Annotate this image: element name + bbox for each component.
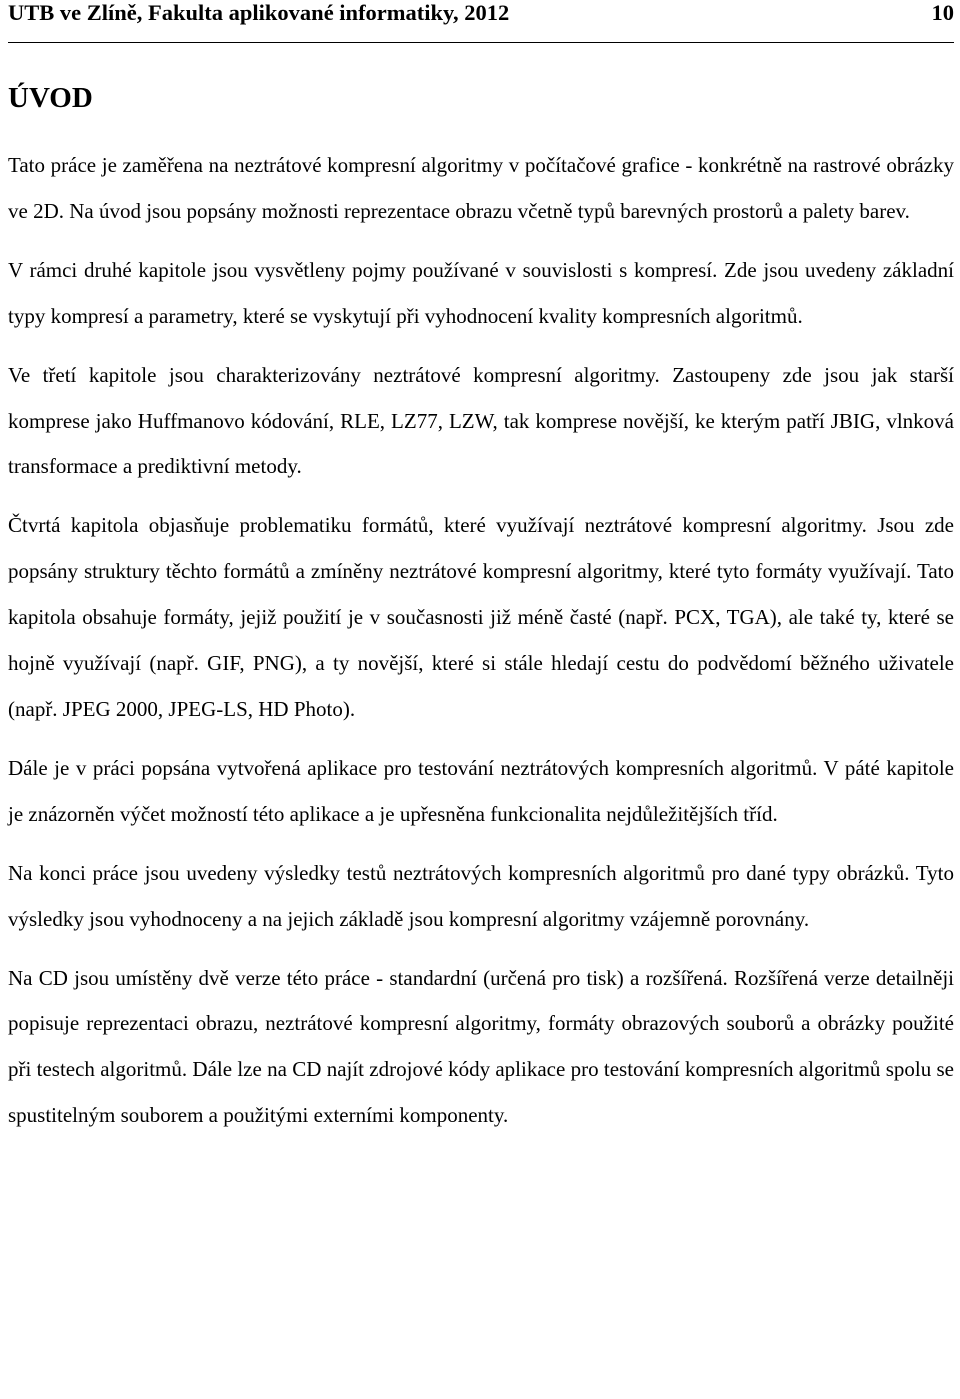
page-header [8, 0, 954, 43]
paragraph: Na konci práce jsou uvedeny výsledky testů neztrátových kompresních algoritmů pro dané typy obrázků. Tyto výsledky jsou vyhodnoceny a na jejich základě jsou kompresní algoritmy vzájemně porovnány. [8, 860, 954, 931]
paragraph: Tato práce je zaměřena na neztrátové kompresní algoritmy v počítačové grafice - konkrétně na rastrové obrázky ve 2D. Na úvod jsou popsány možnosti reprezentace obrazu včetně typů barevných prostorů a palety barev. [8, 153, 954, 223]
paragraph: Na CD jsou umístěny dvě verze této práce - standardní (určená pro tisk) a rozšířená. Rozšířená verze detailněji popisuje reprezentaci obrazu, neztrátové kompresní algoritmy, formáty obrazových souborů a obrázky použité při testech algoritmů. Dále lze na CD najít zdrojové kódy aplikace pro testování kompresních algoritmů spolu se spustitelným souborem a použitými externími komponenty. [8, 965, 954, 1128]
paragraph: Čtvrtá kapitola objasňuje problematiku formátů, které využívají neztrátové kompresní algoritmy. Jsou zde popsány struktury těchto formátů a zmíněny neztrátové kompresní algoritmy, které tyto formáty využívají. Tato kapitola obsahuje formáty, jejiž použití je v současnosti již méně časté (např. PCX, TGA), ale také ty, které se hojně využívají (např. GIF, PNG), a ty novější, které si stále hledají cestu do podvědomí běžného uživatele (např. JPEG 2000, JPEG-LS, HD Photo). [8, 513, 954, 721]
body-text [8, 143, 954, 1152]
page-number: 10 [931, 0, 954, 25]
paragraph: Dále je v práci popsána vytvořená aplikace pro testování neztrátových kompresních algoritmů. V páté kapitole je znázorněn výčet možností této aplikace a je upřesněna funkcionalita nejdůležitějších tříd. [8, 755, 954, 826]
document-page [8, 0, 954, 1128]
paragraph: Ve třetí kapitole jsou charakterizovány neztrátové kompresní algoritmy. Zastoupeny zde jsou jak starší komprese jako Huffmanovo kódování, RLE, LZ77, LZW, tak komprese novější, ke kterým patří JBIG, vlnková transformace a prediktivní metody. [8, 362, 954, 479]
header-institution: UTB ve Zlíně, Fakulta aplikované informatiky, 2012 [8, 0, 510, 25]
paragraph: V rámci druhé kapitole jsou vysvětleny pojmy používané v souvislosti s kompresí. Zde jsou uvedeny základní typy kompresí a parametry, které se vyskytují při vyhodnocení kvality kompresních algoritmů. [8, 257, 954, 328]
chapter-title: ÚVOD [8, 82, 93, 114]
